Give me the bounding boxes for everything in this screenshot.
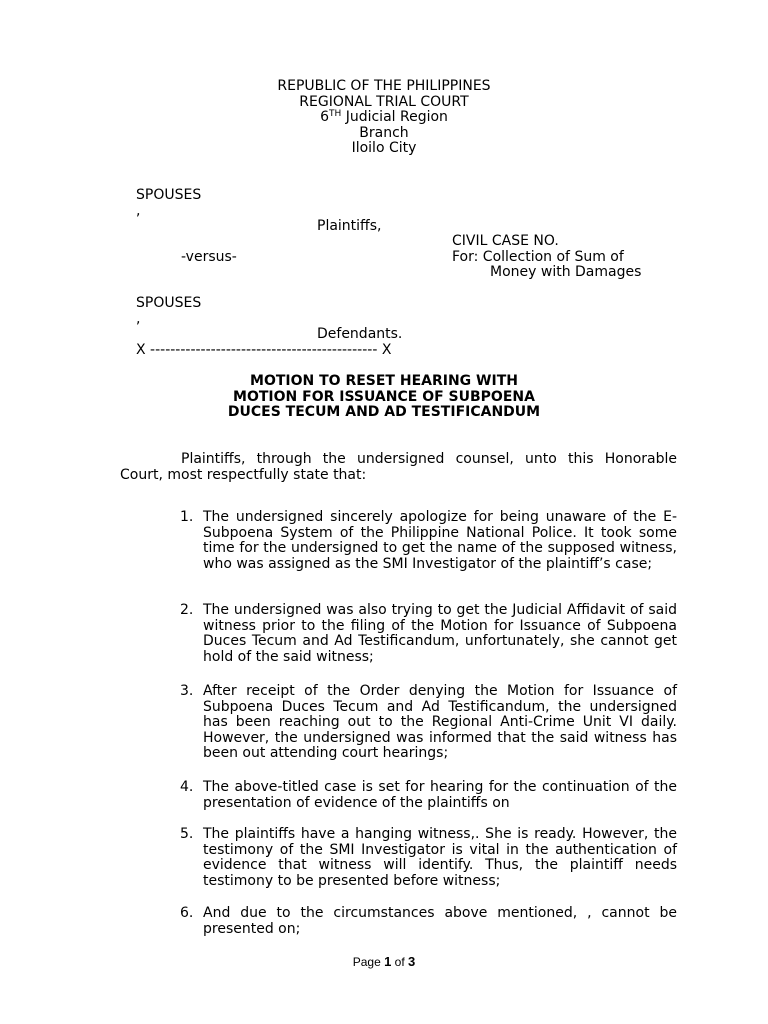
list-item-number: 3. (180, 683, 194, 699)
court-header-rtc: REGIONAL TRIAL COURT (299, 94, 469, 110)
list-item-text: And due to the circumstances above mentioned, , cannot be presented on; (203, 905, 677, 937)
case-nature-line2: Money with Damages (490, 264, 642, 280)
court-header-city: Iloilo City (351, 140, 417, 156)
list-item-number: 4. (180, 779, 194, 795)
court-header-branch: Branch (359, 125, 409, 141)
region-superscript: TH (328, 109, 342, 119)
page-total: 3 (408, 954, 416, 969)
list-item-number: 1. (180, 509, 194, 525)
list-item-text: The plaintiffs have a hanging witness,. She is ready. However, the testimony of the SMI Investigator is vital in the authentication of evidence that witness will identify. Thus, the plaintiff needs testimony to be presented before witness; (203, 826, 677, 889)
page-word: Page (352, 955, 381, 969)
motion-title-line3: DUCES TECUM AND AD TESTIFICANDUM (227, 404, 541, 420)
region-text: Judicial Region (341, 109, 448, 125)
list-item-number: 2. (180, 602, 194, 618)
page-number: 1 (384, 954, 392, 969)
plaintiff-spouses-label: SPOUSES (136, 187, 202, 203)
list-item-text: The undersigned sincerely apologize for being unaware of the E-Subpoena System of the Philippine National Police. It took some time for the undersigned to get the name of the supposed witness, who was assigned as the SMI Investigator of the plaintiff’s case; (203, 509, 677, 572)
versus-label: -versus- (181, 249, 237, 265)
list-item-text: After receipt of the Order denying the Motion for Issuance of Subpoena Duces Tecum and Ad Testificandum, the undersigned has been reaching out to the Regional Anti-Crime Unit VI daily. However, the undersigned was informed that the said witness has been out attending court hearings; (203, 683, 677, 761)
list-item-text: The above-titled case is set for hearing for the continuation of the presentation of evidence of the plaintiffs on (203, 779, 677, 811)
caption-separator: X --------------------------------------------- X (136, 342, 392, 358)
motion-title-line1: MOTION TO RESET HEARING WITH (250, 373, 518, 389)
court-header-republic: REPUBLIC OF THE PHILIPPINES (277, 78, 491, 94)
defendant-comma: , (136, 311, 141, 327)
defendant-spouses-label: SPOUSES (136, 295, 202, 311)
case-nature-line1: For: Collection of Sum of (452, 249, 624, 265)
list-item-number: 6. (180, 905, 194, 921)
motion-title-line2: MOTION FOR ISSUANCE OF SUBPOENA (233, 389, 535, 405)
of-word: of (394, 955, 405, 969)
list-item-text: The undersigned was also trying to get the Judicial Affidavit of said witness prior to the filing of the Motion for Issuance of Subpoena Duces Tecum and Ad Testificandum, unfortunately, she cannot get hold of the said witness; (203, 602, 677, 665)
list-item-number: 5. (180, 826, 194, 842)
court-header-region (0, 110, 768, 126)
region-number: 6 (320, 109, 329, 125)
plaintiffs-label: Plaintiffs, (317, 218, 382, 234)
intro-paragraph: Plaintiffs, through the undersigned counsel, unto this Honorable Court, most respectfully state that: (120, 451, 677, 483)
defendants-label: Defendants. (317, 326, 403, 342)
plaintiff-comma: , (136, 203, 141, 219)
civil-case-number: CIVIL CASE NO. (452, 233, 559, 249)
page-footer (0, 954, 768, 969)
